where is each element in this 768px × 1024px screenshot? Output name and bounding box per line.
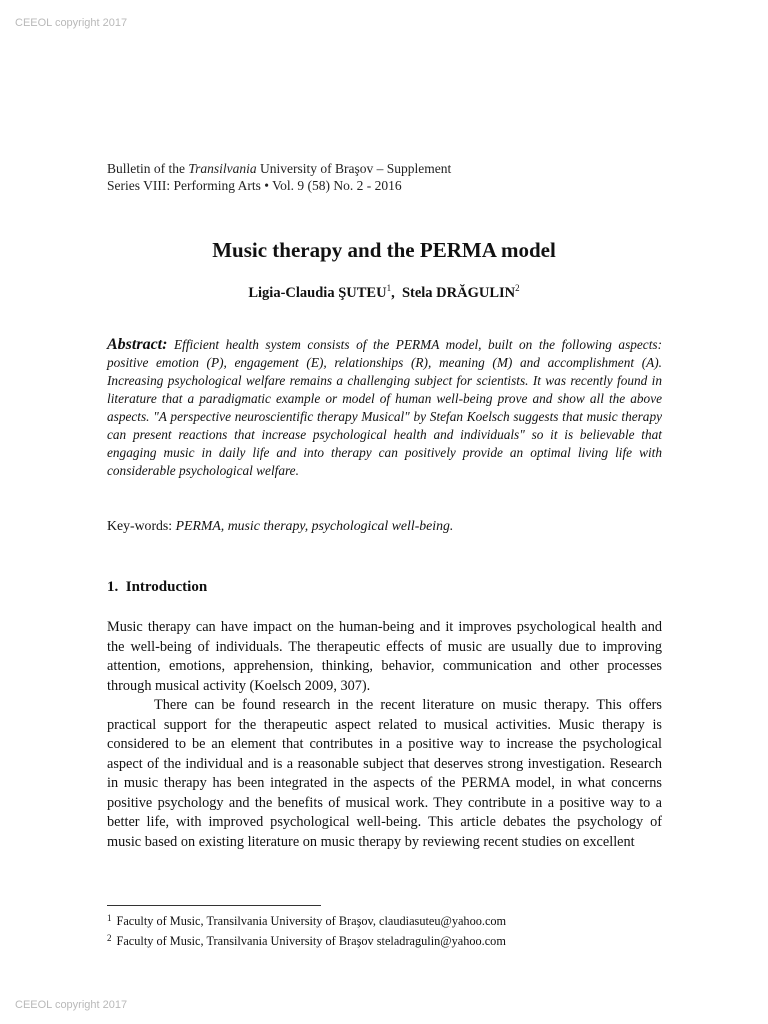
keywords (107, 518, 453, 534)
abstract (107, 336, 662, 480)
watermark-bottom: CEEOL copyright 2017 (15, 999, 128, 1011)
footnote-1-mark: 1 (107, 913, 112, 923)
section-number: 1. (107, 579, 119, 595)
abstract-label: Abstract: (107, 336, 168, 353)
header-line-2: Series VIII: Performing Arts • Vol. 9 (58) No. 2 - 2016 (107, 178, 402, 193)
author-separator: , (391, 285, 395, 301)
header-line-1-end: University of Braşov – Supplement (256, 161, 452, 176)
footnotes (107, 910, 506, 950)
watermark-top: CEEOL copyright 2017 (15, 17, 128, 29)
section-title: Introduction (125, 579, 208, 595)
footnote-2-text: Faculty of Music, Transilvania University of Braşov steladragulin@yahoo.com (116, 934, 506, 948)
author-1-footnote-mark: 1 (386, 283, 392, 293)
footnote-2-mark: 2 (107, 933, 112, 943)
keywords-value: PERMA, music therapy, psychological well-being. (175, 518, 454, 533)
paragraph-1: Music therapy can have impact on the human-being and it improves psychological health and the well-being of individuals. The therapeutic effects of music are usually due to improving attention, emotions, apprehension, thinking, behavior, communication and other processes through musical activity (Koelsch 2009, 307). (107, 619, 662, 694)
keywords-label: Key-words: (107, 518, 176, 533)
footnote-2 (107, 930, 506, 950)
header-line-1-italic: Transilvania (188, 161, 257, 176)
author-list (0, 283, 768, 302)
section-heading-introduction (107, 579, 207, 596)
footnote-1 (107, 910, 506, 930)
footnote-divider (107, 905, 321, 906)
journal-header (107, 160, 451, 194)
footnote-1-text: Faculty of Music, Transilvania University of Braşov, claudiasuteu@yahoo.com (116, 914, 507, 928)
header-line-1 (107, 160, 451, 177)
abstract-text: Efficient health system consists of the PERMA model, built on the following aspects: positive emotion (P), engagement (E), relationships (R), meaning (M) and accomplishment (A). Increasing psychological welfare remains a challenging subject for scientists. It was recently found in literature that a paradigmatic example or model of human well-being prove and show all the above aspects. "A perspective neuroscientific therapy Musical" by Stefan Koelsch suggests that music therapy can present reactions that increase psychological health and individuals" so it is believable that engaging music in daily life and into therapy can positively provide an optimal living life with considerable psychological welfare. (107, 337, 662, 478)
header-line-1-start: Bulletin of the (107, 161, 189, 176)
paper-title: Music therapy and the PERMA model (212, 238, 556, 262)
body-text (107, 618, 662, 853)
author-2-footnote-mark: 2 (515, 283, 520, 293)
paragraph-2: There can be found research in the recent literature on music therapy. This offers practical support for the therapeutic aspect related to musical activities. Music therapy is considered to be an element that contributes in a positive way to increase the psychological aspect of the individual and is a reasonable subject that deserves strong investigation. Research in music therapy has been integrated in the aspects of the PERMA model, in what concerns positive psychology and the benefits of musical work. They contribute in a positive way to a better life, with improved psychological well-being. This article debates the psychology of music based on existing literature on music therapy by reviewing recent studies on excellent (107, 697, 662, 851)
author-1-name: Ligia-Claudia ŞUTEU (248, 285, 387, 301)
author-2-name: Stela DRĂGULIN (401, 285, 516, 301)
